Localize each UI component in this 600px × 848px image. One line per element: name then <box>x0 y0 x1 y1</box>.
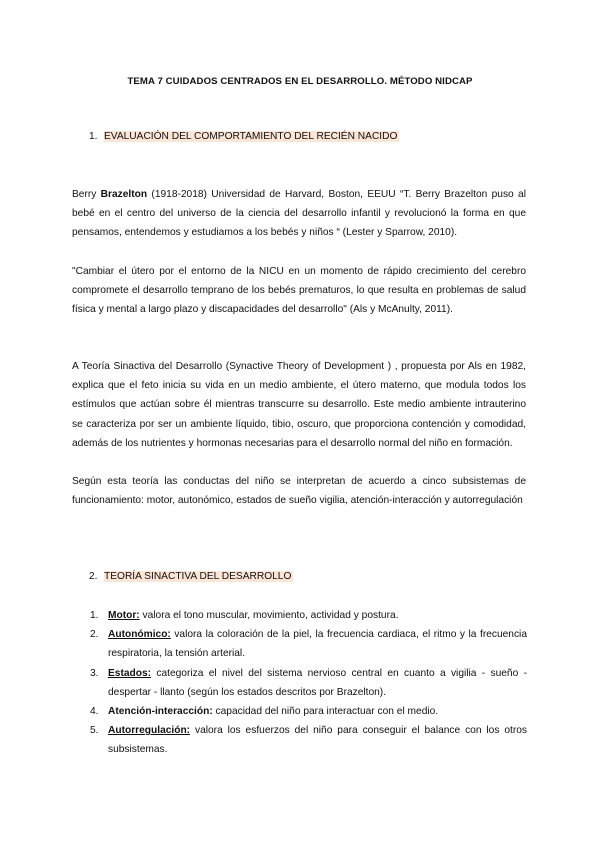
section-number: 1. <box>89 131 98 142</box>
list-item-number: 3. <box>90 667 99 679</box>
list-item-number: 5. <box>90 725 99 737</box>
section-heading-teoria <box>89 569 293 585</box>
section-heading-text: TEORÍA SINACTIVA DEL DESARROLLO <box>104 571 292 582</box>
list-item <box>90 606 527 625</box>
paragraph-nicu-quote: "Cambiar el útero por el entorno de la NICU en un momento de rápido crecimiento del cerebro compromete el desarrollo temprano de los bebés prematuros, lo que resulta en problemas de salud física y mental a largo plazo y discapacidades del desarrollo" (Als y McAnulty, 2011). <box>72 266 526 316</box>
paragraph-lead: Berry <box>72 189 101 200</box>
paragraph-teoria-sinactiva: A Teoría Sinactiva del Desarrollo (Synactive Theory of Development ) , propuesta por Als en 1982, explica que el feto inicia su vida en un medio ambiente, el útero materno, que modula todos los estímulos que actúan sobre él mientras transcurre su desarrollo. Este medio ambiente intrauterino se caracteriza por ser un ambiente líquido, tibio, oscuro, que proporciona contención y comodidad, además de los nutrientes y hormonas necesarias para el desarrollo normal del niño en formación. <box>72 361 526 449</box>
list-item-number: 4. <box>90 706 99 718</box>
section-heading-text: EVALUACIÓN DEL COMPORTAMIENTO DEL RECIÉN NACIDO <box>104 131 398 142</box>
list-item-desc: valora los esfuerzos del niño para conseguir el balance con los otros subsistemas. <box>108 725 527 756</box>
section-heading-evaluacion <box>89 129 399 145</box>
paragraph-brazelton <box>72 185 526 243</box>
list-item-desc: valora el tono muscular, movimiento, actividad y postura. <box>139 610 399 621</box>
section-number: 2. <box>89 571 98 582</box>
brazelton-bold: Brazelton <box>100 189 148 200</box>
paragraph-rest: (1918-2018) Universidad de Harvard, Boston, EEUU “T. Berry Brazelton puso al bebé en el centro del universo de la ciencia del desarrollo infantil y revolucionó la forma en que pensamos, entendemos y estudiamos a los bebés y niños “ (Lester y Sparrow, 2010). <box>72 189 526 239</box>
page-title: TEMA 7 CUIDADOS CENTRADOS EN EL DESARROLLO. MÉTODO NIDCAP <box>127 76 473 87</box>
list-item <box>90 664 527 702</box>
list-item-desc: valora la coloración de la piel, la frecuencia cardiaca, el ritmo y la frecuencia respiratoria, la tensión arterial. <box>108 629 527 660</box>
list-item-number: 1. <box>90 610 99 621</box>
list-item-desc: categoriza el nivel del sistema nervioso central en cuanto a vigilia - sueño - despertar - llanto (según los estados descritos por Brazelton). <box>108 667 527 698</box>
list-item-term: Autonómico: <box>108 629 171 641</box>
list-item-term: Motor: <box>108 610 140 621</box>
list-item-term: Atención-interacción: <box>108 706 213 718</box>
list-item-number: 2. <box>90 629 99 641</box>
paragraph-subsistemas: Según esta teoría las conductas del niño se interpretan de acuerdo a cinco subsistemas de funcionamiento: motor, autonómico, estados de sueño vigilia, atención-interacción y autorregulación <box>72 476 526 507</box>
list-item-term: Autorregulación: <box>108 725 191 737</box>
list-item-desc: capacidad del niño para interactuar con el medio. <box>212 706 439 718</box>
list-item <box>90 625 527 663</box>
subsystems-list <box>90 606 527 760</box>
list-item <box>90 721 527 759</box>
list-item-term: Estados: <box>108 667 152 679</box>
list-item <box>90 702 527 721</box>
